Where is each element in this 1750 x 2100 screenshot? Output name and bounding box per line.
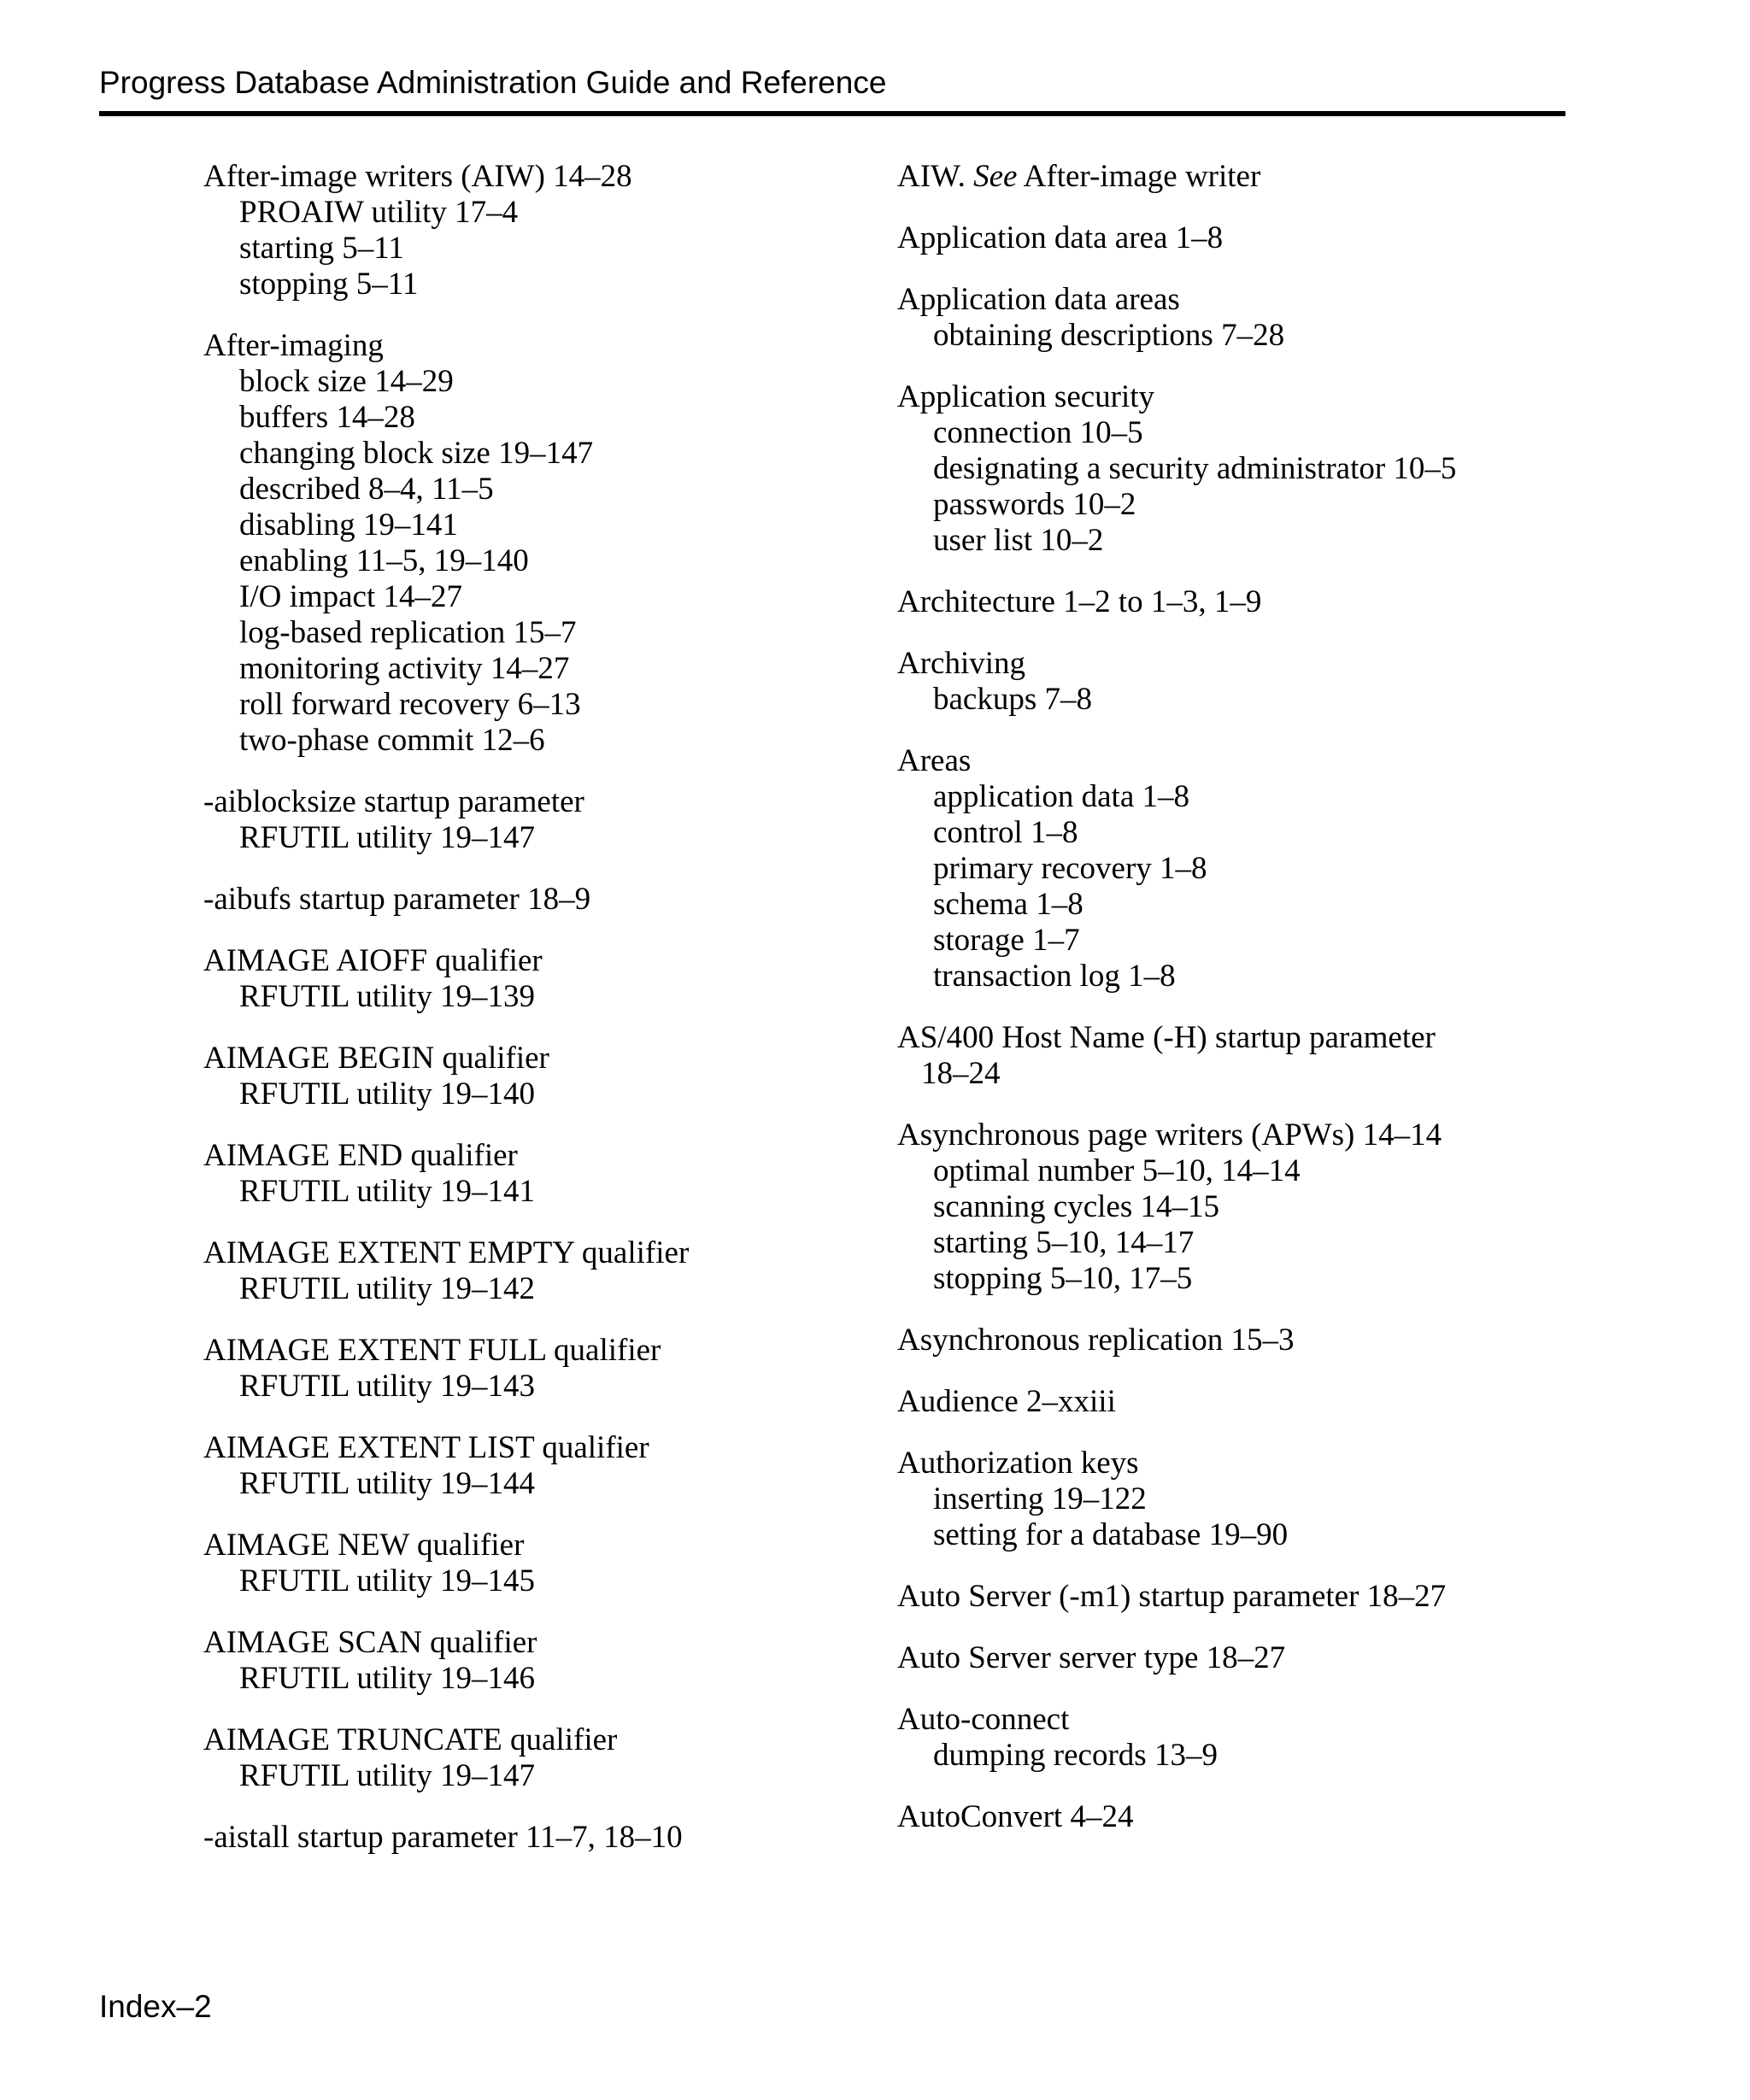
- page-header-title: Progress Database Administration Guide and Reference: [99, 65, 887, 100]
- index-subterm: scanning cycles 14–15: [933, 1189, 1219, 1224]
- index-subterm: connection 10–5: [933, 415, 1143, 450]
- index-term: Application security: [897, 379, 1155, 414]
- index-term: AIMAGE EXTENT EMPTY qualifier: [203, 1235, 690, 1270]
- index-entry: [897, 220, 1564, 256]
- index-term: -aibufs startup parameter 18–9: [203, 882, 591, 917]
- index-subterm: described 8–4, 11–5: [239, 472, 494, 507]
- index-entry: [897, 646, 1564, 718]
- index-subterm: passwords 10–2: [933, 487, 1136, 522]
- index-term: AIMAGE EXTENT FULL qualifier: [203, 1333, 661, 1368]
- page-footer-label: Index–2: [99, 1989, 212, 2024]
- index-term: Application data area 1–8: [897, 220, 1224, 255]
- index-subterm: optimal number 5–10, 14–14: [933, 1153, 1301, 1188]
- index-subterm: RFUTIL utility 19–144: [239, 1466, 536, 1501]
- index-subterm: stopping 5–11: [239, 267, 419, 302]
- index-entry: [897, 282, 1564, 354]
- index-entry: [897, 1702, 1564, 1774]
- index-entry: [203, 1430, 853, 1502]
- index-entry: [203, 1138, 853, 1210]
- index-entry: [203, 328, 853, 759]
- index-entry: [203, 943, 853, 1015]
- index-subterm: roll forward recovery 6–13: [239, 687, 581, 722]
- index-term: Asynchronous page writers (APWs) 14–14: [897, 1117, 1442, 1153]
- index-subterm: PROAIW utility 17–4: [239, 195, 519, 230]
- index-subterm: buffers 14–28: [239, 400, 415, 435]
- index-subterm: enabling 11–5, 19–140: [239, 543, 529, 578]
- index-subterm: RFUTIL utility 19–141: [239, 1174, 536, 1209]
- index-subterm: storage 1–7: [933, 923, 1080, 958]
- index-subterm: RFUTIL utility 19–140: [239, 1076, 536, 1112]
- index-entry: [897, 1323, 1564, 1358]
- index-subterm: RFUTIL utility 19–142: [239, 1271, 536, 1306]
- index-subterm: transaction log 1–8: [933, 959, 1176, 994]
- index-subterm: RFUTIL utility 19–147: [239, 1758, 536, 1793]
- index-subterm: setting for a database 19–90: [933, 1517, 1289, 1552]
- index-subterm: RFUTIL utility 19–143: [239, 1369, 536, 1404]
- index-term: AIMAGE AIOFF qualifier: [203, 943, 543, 978]
- index-entry: [203, 159, 853, 302]
- index-entry: [203, 1625, 853, 1697]
- index-term-continuation: 18–24: [921, 1056, 1001, 1091]
- index-column-right: [897, 159, 1564, 1861]
- index-subterm: starting 5–10, 14–17: [933, 1225, 1195, 1260]
- index-entry: [897, 1384, 1564, 1420]
- index-term: AIMAGE BEGIN qualifier: [203, 1041, 549, 1076]
- index-subterm: RFUTIL utility 19–145: [239, 1563, 536, 1598]
- index-subterm: user list 10–2: [933, 523, 1104, 558]
- index-entry: [203, 1333, 853, 1405]
- index-subterm: changing block size 19–147: [239, 436, 594, 471]
- index-subterm: backups 7–8: [933, 682, 1092, 717]
- index-subterm: schema 1–8: [933, 887, 1083, 922]
- index-subterm: starting 5–11: [239, 231, 404, 266]
- index-entry: [203, 784, 853, 856]
- index-entry: [203, 1235, 853, 1307]
- index-entry: [203, 882, 853, 918]
- index-term: AS/400 Host Name (-H) startup parameter: [897, 1020, 1436, 1055]
- index-entry: [897, 1799, 1564, 1835]
- index-entry: [897, 379, 1564, 559]
- index-subterm: stopping 5–10, 17–5: [933, 1261, 1193, 1296]
- index-entry: [897, 1020, 1564, 1092]
- index-subterm: two-phase commit 12–6: [239, 723, 545, 758]
- index-term: After-imaging: [203, 328, 384, 363]
- header-rule: [99, 111, 1565, 116]
- index-term: -aiblocksize startup parameter: [203, 784, 584, 819]
- index-entry: [897, 1117, 1564, 1297]
- index-term: AIMAGE NEW qualifier: [203, 1528, 525, 1563]
- index-entry: [897, 159, 1564, 195]
- index-term: AIMAGE SCAN qualifier: [203, 1625, 537, 1660]
- index-subterm: designating a security administrator 10–5: [933, 451, 1457, 486]
- index-entry: [203, 1528, 853, 1599]
- index-subterm: dumping records 13–9: [933, 1738, 1218, 1773]
- index-subterm: block size 14–29: [239, 364, 454, 399]
- index-entry: [897, 584, 1564, 620]
- index-subterm: RFUTIL utility 19–139: [239, 979, 536, 1014]
- index-entry: [897, 743, 1564, 994]
- index-term: -aistall startup parameter 11–7, 18–10: [203, 1820, 683, 1855]
- index-term: Auto Server (-m1) startup parameter 18–27: [897, 1579, 1447, 1614]
- index-entry: [203, 1820, 853, 1856]
- index-term: Audience 2–xxiii: [897, 1384, 1116, 1419]
- index-column-left: [203, 159, 853, 1881]
- index-term: Auto Server server type 18–27: [897, 1640, 1286, 1675]
- index-term: AIMAGE EXTENT LIST qualifier: [203, 1430, 649, 1465]
- index-subterm: disabling 19–141: [239, 507, 458, 543]
- index-entry: [897, 1640, 1564, 1676]
- index-subterm: monitoring activity 14–27: [239, 651, 570, 686]
- index-term: AIMAGE TRUNCATE qualifier: [203, 1722, 618, 1757]
- index-term: AIW. See After-image writer: [897, 159, 1261, 194]
- index-subterm: application data 1–8: [933, 779, 1190, 814]
- index-subterm: RFUTIL utility 19–146: [239, 1661, 536, 1696]
- index-term: AutoConvert 4–24: [897, 1799, 1134, 1834]
- index-subterm: inserting 19–122: [933, 1481, 1147, 1516]
- index-term: After-image writers (AIW) 14–28: [203, 159, 632, 194]
- index-entry: [897, 1446, 1564, 1553]
- index-term: Auto-connect: [897, 1702, 1070, 1737]
- index-term: Authorization keys: [897, 1446, 1139, 1481]
- index-term: Asynchronous replication 15–3: [897, 1323, 1295, 1358]
- index-subterm: log-based replication 15–7: [239, 615, 577, 650]
- index-entry: [203, 1041, 853, 1112]
- index-subterm: RFUTIL utility 19–147: [239, 820, 536, 855]
- index-term: Architecture 1–2 to 1–3, 1–9: [897, 584, 1262, 619]
- index-subterm: I/O impact 14–27: [239, 579, 463, 614]
- index-term: Areas: [897, 743, 972, 778]
- index-entry: [897, 1579, 1564, 1615]
- index-term: AIMAGE END qualifier: [203, 1138, 518, 1173]
- index-subterm: obtaining descriptions 7–28: [933, 318, 1285, 353]
- index-subterm: primary recovery 1–8: [933, 851, 1207, 886]
- index-entry: [203, 1722, 853, 1794]
- index-term: Application data areas: [897, 282, 1180, 317]
- index-term: Archiving: [897, 646, 1026, 681]
- index-subterm: control 1–8: [933, 815, 1078, 850]
